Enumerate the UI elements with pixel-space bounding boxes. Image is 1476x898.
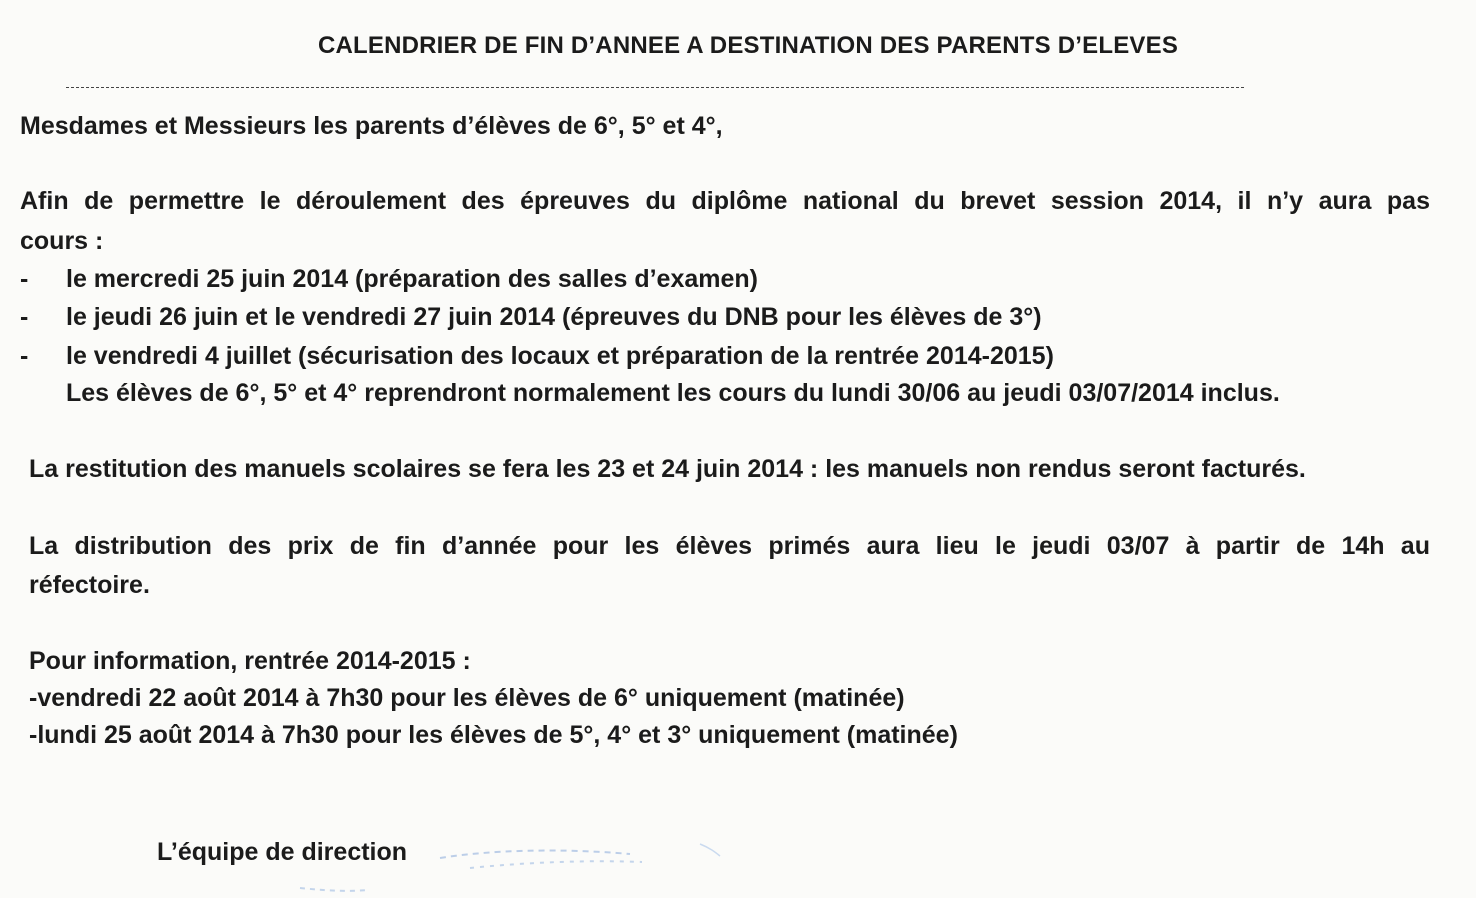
- intro-line-1: Afin de permettre le déroulement des épreuves du diplôme national du brevet session 2014, il n’y aura pas: [20, 187, 1430, 215]
- bullet-dash: -: [20, 303, 29, 331]
- dashed-divider: [66, 87, 1244, 88]
- info-item: -vendredi 22 août 2014 à 7h30 pour les élèves de 6° uniquement (matinée): [29, 684, 905, 712]
- bullet-item: le mercredi 25 juin 2014 (préparation des salles d’examen): [66, 265, 758, 293]
- bullet-item: le vendredi 4 juillet (sécurisation des locaux et préparation de la rentrée 2014-2015): [66, 342, 1054, 370]
- intro-line-2: cours :: [20, 227, 104, 255]
- prizes-line-1: La distribution des prix de fin d’année pour les élèves primés aura lieu le jeudi 03/07 à partir de 14h au: [29, 532, 1430, 560]
- info-heading: Pour information, rentrée 2014-2015 :: [29, 647, 471, 675]
- signature: L’équipe de direction: [157, 838, 408, 866]
- bullet-followup: Les élèves de 6°, 5° et 4° reprendront normalement les cours du lundi 30/06 au jeudi 03/07/2014 inclus.: [66, 379, 1280, 407]
- salutation: Mesdames et Messieurs les parents d’élèves de 6°, 5° et 4°,: [20, 112, 723, 140]
- bullet-dash: -: [20, 265, 29, 293]
- manuals-paragraph: La restitution des manuels scolaires se fera les 23 et 24 juin 2014 : les manuels non rendus seront facturés.: [29, 455, 1306, 483]
- prizes-line-2: réfectoire.: [29, 571, 150, 599]
- document-title: CALENDRIER DE FIN D’ANNEE A DESTINATION DES PARENTS D’ELEVES: [317, 32, 1179, 59]
- bullet-item: le jeudi 26 juin et le vendredi 27 juin 2014 (épreuves du DNB pour les élèves de 3°): [66, 303, 1042, 331]
- faded-stamp-mark: [290, 832, 750, 898]
- info-item: -lundi 25 août 2014 à 7h30 pour les élèves de 5°, 4° et 3° uniquement (matinée): [29, 721, 958, 749]
- bullet-dash: -: [20, 342, 29, 370]
